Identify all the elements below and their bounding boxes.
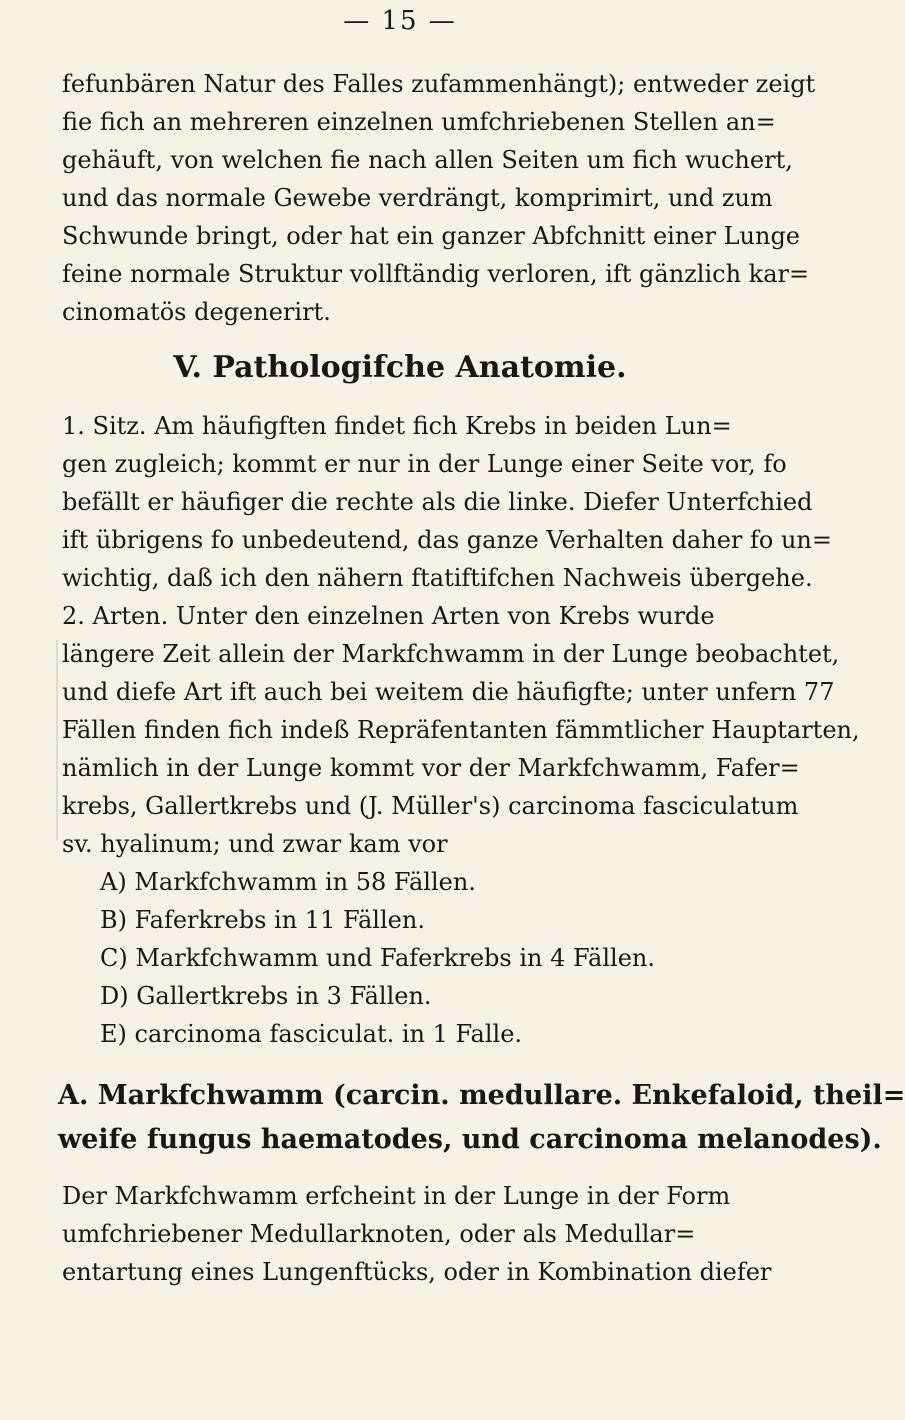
subsection-heading: weife fungus haematodes, und carcinoma melanodes). xyxy=(58,1124,882,1155)
text-line: längere Zeit allein der Markfchwamm in der Lunge beobachtet, xyxy=(62,640,840,668)
list-item: B) Faferkrebs in 11 Fällen. xyxy=(100,906,425,934)
text-line: ift übrigens fo unbedeutend, das ganze Verhalten daher fo un= xyxy=(62,526,832,554)
text-line: entartung eines Lungenftücks, oder in Kombination diefer xyxy=(62,1258,772,1286)
text-line: Schwunde bringt, oder hat ein ganzer Abfchnitt einer Lunge xyxy=(62,222,801,250)
text-line: 2. Arten. Unter den einzelnen Arten von Krebs wurde xyxy=(62,602,715,630)
page-number: — 15 — xyxy=(343,6,457,36)
text-line: feine normale Struktur vollftändig verloren, ift gänzlich kar= xyxy=(62,260,810,288)
subsection-heading: A. Markfchwamm (carcin. medullare. Enkefaloid, theil= xyxy=(58,1080,905,1111)
text-line: befällt er häufiger die rechte als die linke. Diefer Unterfchied xyxy=(62,488,813,516)
text-line: gehäuft, von welchen fie nach allen Seiten um fich wuchert, xyxy=(62,146,793,174)
text-line: sv. hyalinum; und zwar kam vor xyxy=(62,830,448,858)
list-item: D) Gallertkrebs in 3 Fällen. xyxy=(100,982,432,1010)
text-line: Der Markfchwamm erfcheint in der Lunge in der Form xyxy=(62,1182,731,1210)
text-line: umfchriebener Medullarknoten, oder als Medullar= xyxy=(62,1220,696,1248)
text-line: und diefe Art ift auch bei weitem die häufigfte; unter unfern 77 xyxy=(62,678,835,706)
list-item: C) Markfchwamm und Faferkrebs in 4 Fällen. xyxy=(100,944,655,972)
section-heading: V. Pathologifche Anatomie. xyxy=(173,350,627,385)
text-line: wichtig, daß ich den nähern ftatiftifchen Nachweis übergehe. xyxy=(62,564,813,592)
text-line: fefunbären Natur des Falles zufammenhängt); entweder zeigt xyxy=(62,70,816,98)
page-fold-shadow xyxy=(56,640,58,840)
text-line: krebs, Gallertkrebs und (J. Müller's) carcinoma fasciculatum xyxy=(62,792,799,820)
text-line: cinomatös degenerirt. xyxy=(62,298,331,326)
text-line: und das normale Gewebe verdrängt, komprimirt, und zum xyxy=(62,184,773,212)
text-line: nämlich in der Lunge kommt vor der Markfchwamm, Fafer= xyxy=(62,754,800,782)
text-line: gen zugleich; kommt er nur in der Lunge einer Seite vor, fo xyxy=(62,450,787,478)
list-item: A) Markfchwamm in 58 Fällen. xyxy=(100,868,476,896)
text-line: Fällen finden fich indeß Repräfentanten fämmtlicher Hauptarten, xyxy=(62,716,860,744)
text-line: 1. Sitz. Am häufigften findet fich Krebs in beiden Lun= xyxy=(62,412,732,440)
text-line: fie fich an mehreren einzelnen umfchriebenen Stellen an= xyxy=(62,108,776,136)
list-item: E) carcinoma fasciculat. in 1 Falle. xyxy=(100,1020,523,1048)
